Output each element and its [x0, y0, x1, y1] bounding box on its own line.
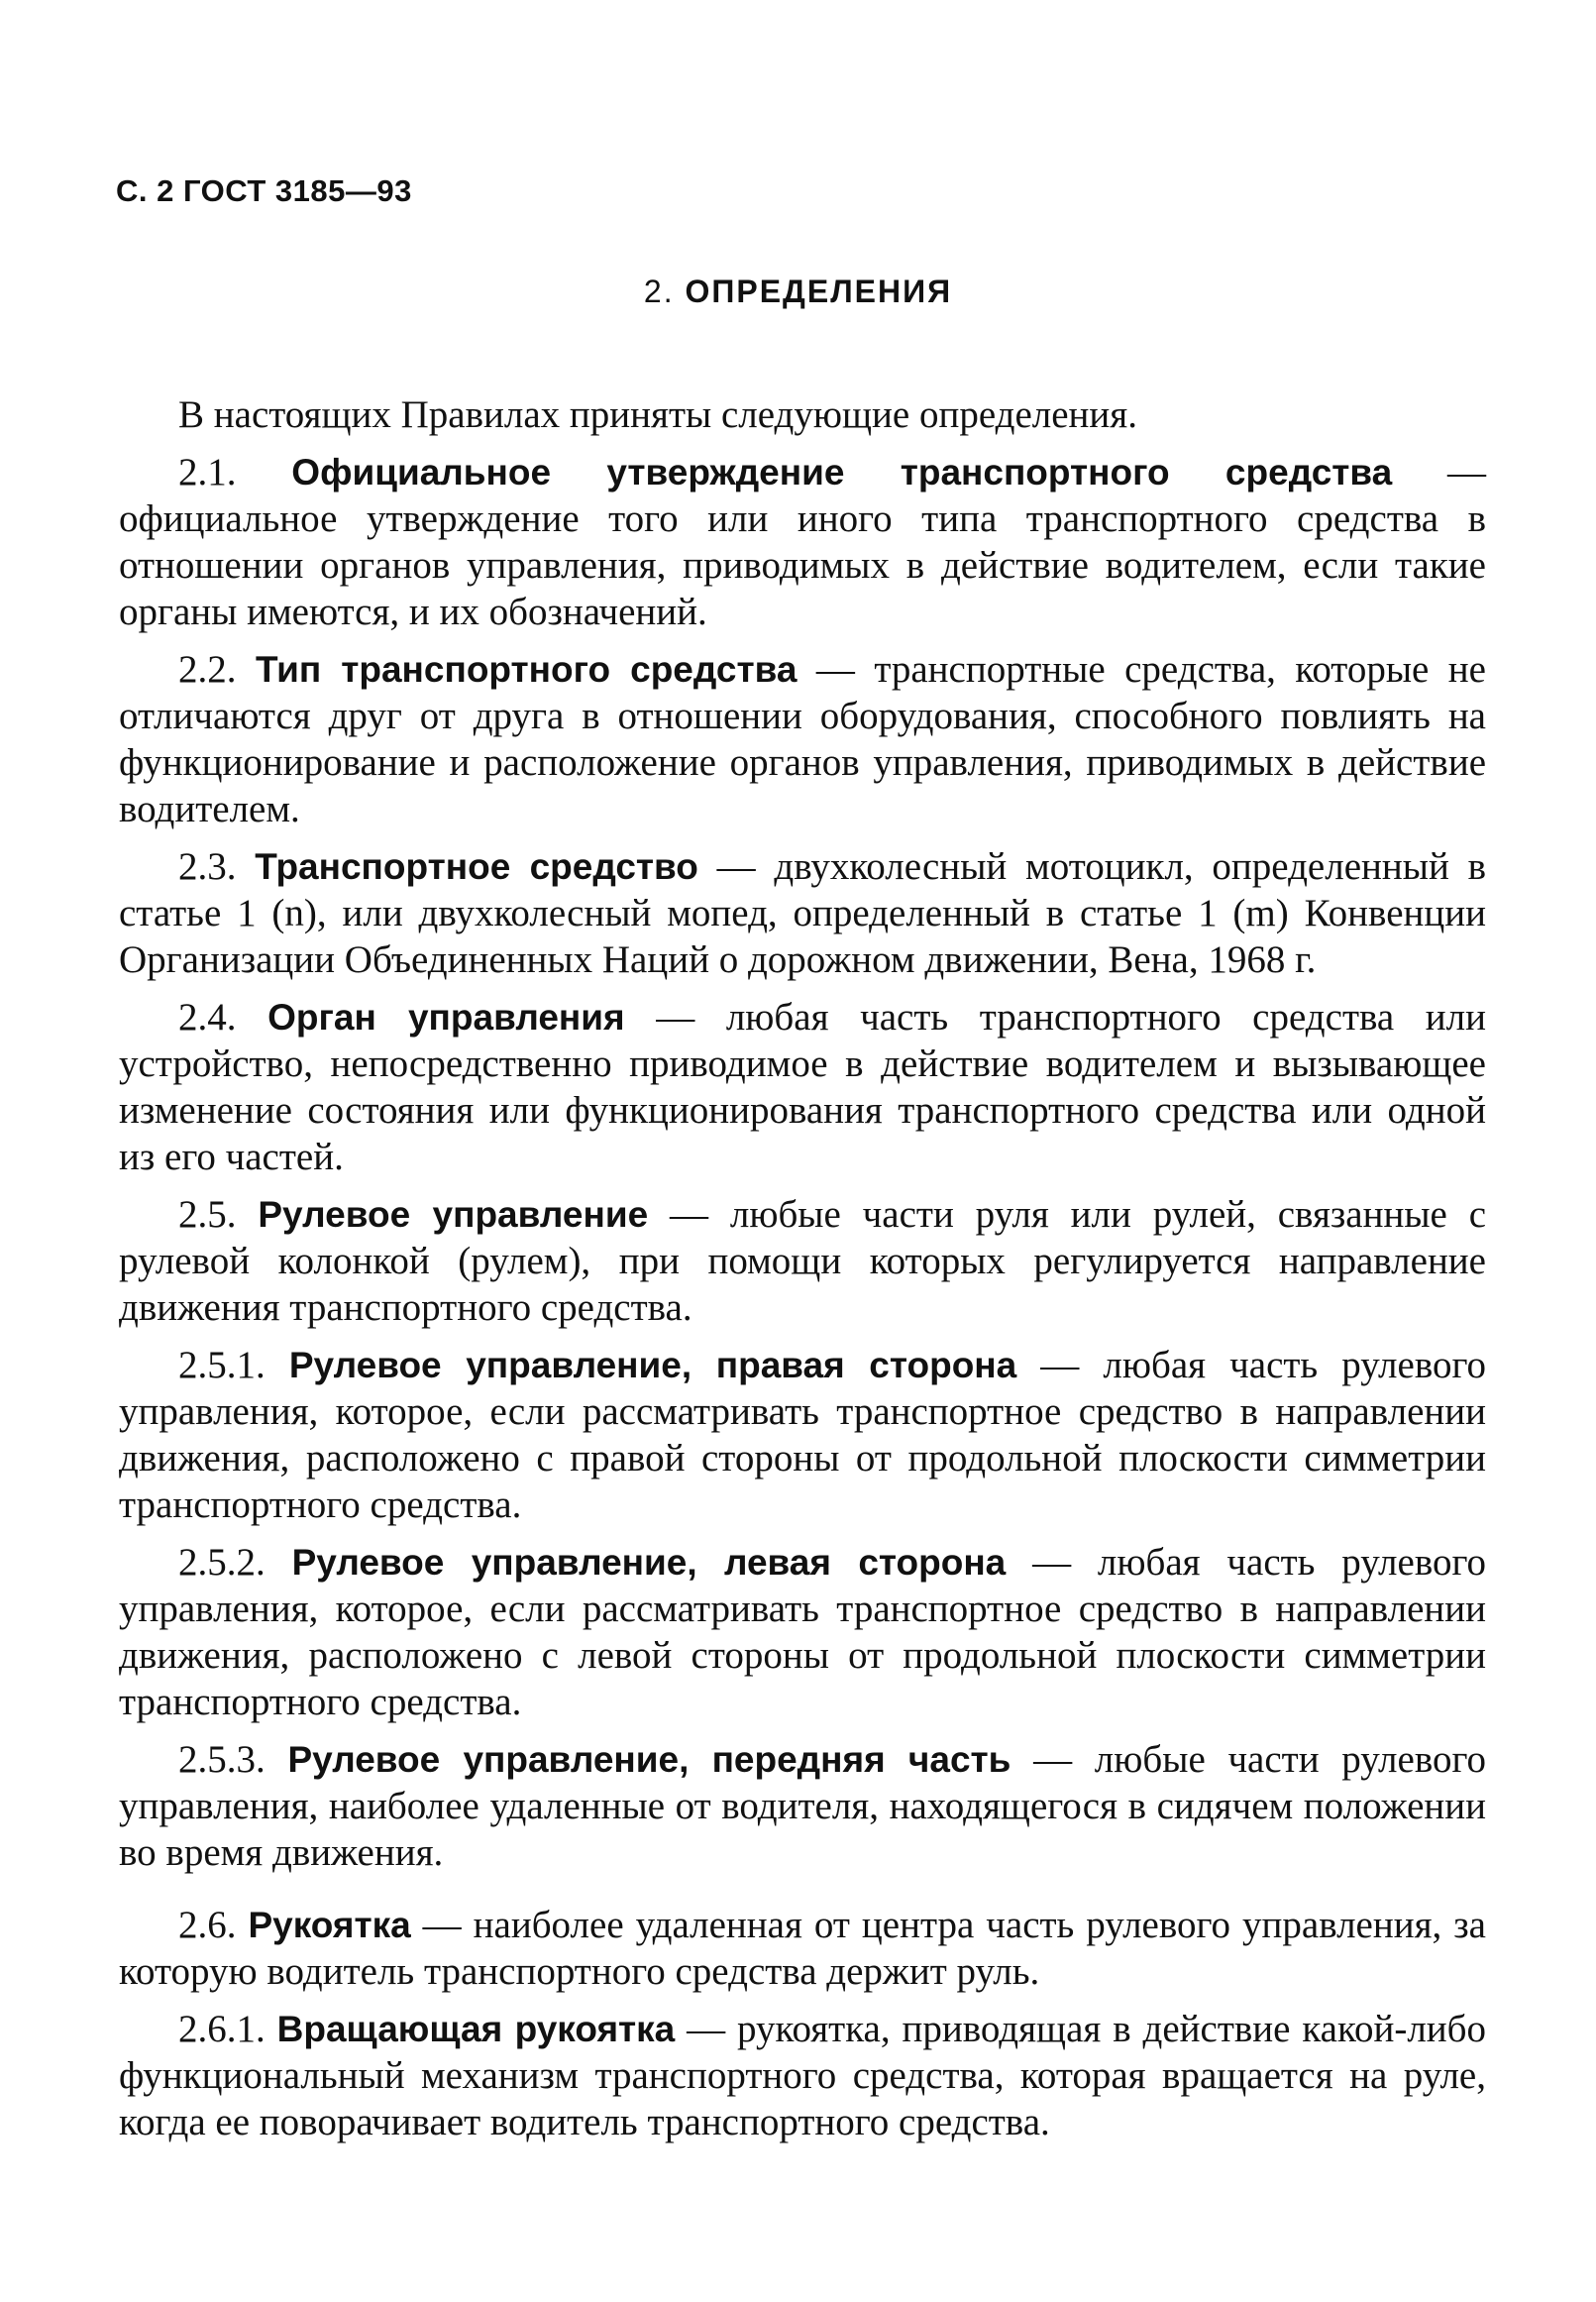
definition-number: 2.6.	[178, 1904, 237, 1946]
definition-number: 2.2.	[178, 648, 237, 691]
intro-paragraph: В настоящих Правилах приняты следующие определения.	[178, 393, 1137, 436]
definition-2-5	[119, 1191, 1486, 1331]
definition-2-5-3	[119, 1736, 1486, 1876]
definition-2-2	[119, 646, 1486, 832]
definition-2-4	[119, 994, 1486, 1180]
definition-term: Официальное утверждение транспортного средства	[291, 452, 1393, 493]
definition-term: Рулевое управление, левая сторона	[291, 1542, 1007, 1583]
definition-term: Орган управления	[267, 997, 625, 1038]
section-title-text: ОПРЕДЕЛЕНИЯ	[685, 274, 953, 309]
definition-term: Рулевое управление, правая сторона	[288, 1345, 1017, 1385]
definition-number: 2.5.2.	[178, 1541, 266, 1584]
definition-text: — любые части руля или рулей, связанные с рулевой колонкой (рулем), при помощи которых регулируется направление движения транспортного средства.	[119, 1193, 1487, 1329]
definition-number: 2.6.1.	[178, 2008, 266, 2050]
section-number: 2.	[643, 274, 675, 309]
definition-text: — двухколесный мотоцикл, определенный в статье 1 (n), или двухколесный мопед, определенный в статье 1 (m) Конвенции Организации Объединенных Наций о дорожном движении, Вена, 1968 г.	[119, 845, 1487, 981]
definition-2-3	[119, 843, 1486, 983]
definition-text: — транспортные средства, которые не отличаются друг от друга в отношении оборудования, способного повлиять на функционирование и расположение органов управления, приводимых в действие водителем.	[119, 648, 1486, 830]
definition-number: 2.3.	[178, 845, 237, 888]
definition-text: — любая часть рулевого управления, которое, если рассматривать транспортное средство в направлении движения, расположено с левой стороны от продольной плоскости симметрии транспортного средства.	[119, 1541, 1486, 1723]
running-head: С. 2 ГОСТ 3185—93	[116, 173, 412, 208]
definition-term: Рулевое управление, передняя часть	[287, 1739, 1011, 1780]
definition-term: Рулевое управление	[258, 1194, 649, 1235]
definition-term: Рукоятка	[248, 1905, 411, 1945]
definition-term: Тип транспортного средства	[255, 649, 798, 690]
definition-2-5-2	[119, 1539, 1486, 1725]
definition-text: — официальное утверждение того или иного типа транспортного средства в отношении органов управления, приводимых в действие водителем, если такие органы имеются, и их обозначений.	[119, 451, 1487, 633]
definition-2-6-1	[119, 2006, 1486, 2145]
definition-number: 2.4.	[178, 996, 237, 1039]
definition-number: 2.5.1.	[178, 1344, 266, 1386]
section-title	[0, 274, 1596, 310]
definition-text: — любые части рулевого управления, наиболее удаленные от водителя, находящегося в сидячем положении во время движения.	[119, 1738, 1486, 1874]
definition-2-6	[119, 1902, 1486, 1995]
definition-term: Транспортное средство	[255, 846, 698, 887]
definition-2-5-1	[119, 1342, 1486, 1528]
definition-2-1	[119, 449, 1486, 635]
definition-text: — наиболее удаленная от центра часть рулевого управления, за которую водитель транспортного средства держит руль.	[119, 1904, 1486, 1993]
definition-text: — рукоятка, приводящая в действие какой-либо функциональный механизм транспортного средства, которая вращается на руле, когда ее поворачивает водитель транспортного средства.	[119, 2008, 1486, 2143]
definition-number: 2.1.	[178, 451, 237, 493]
definition-text: — любая часть транспортного средства или устройство, непосредственно приводимое в действие водителем и вызывающее изменение состояния или функционирования транспортного средства или одной из его частей.	[119, 996, 1487, 1178]
definition-text: — любая часть рулевого управления, которое, если рассматривать транспортное средство в направлении движения, расположено с правой стороны от продольной плоскости симметрии транспортного средства.	[119, 1344, 1486, 1526]
definition-term: Вращающая рукоятка	[276, 2009, 676, 2049]
definition-number: 2.5.3.	[178, 1738, 266, 1781]
definitions-body	[119, 391, 1486, 2156]
definition-number: 2.5.	[178, 1193, 237, 1236]
